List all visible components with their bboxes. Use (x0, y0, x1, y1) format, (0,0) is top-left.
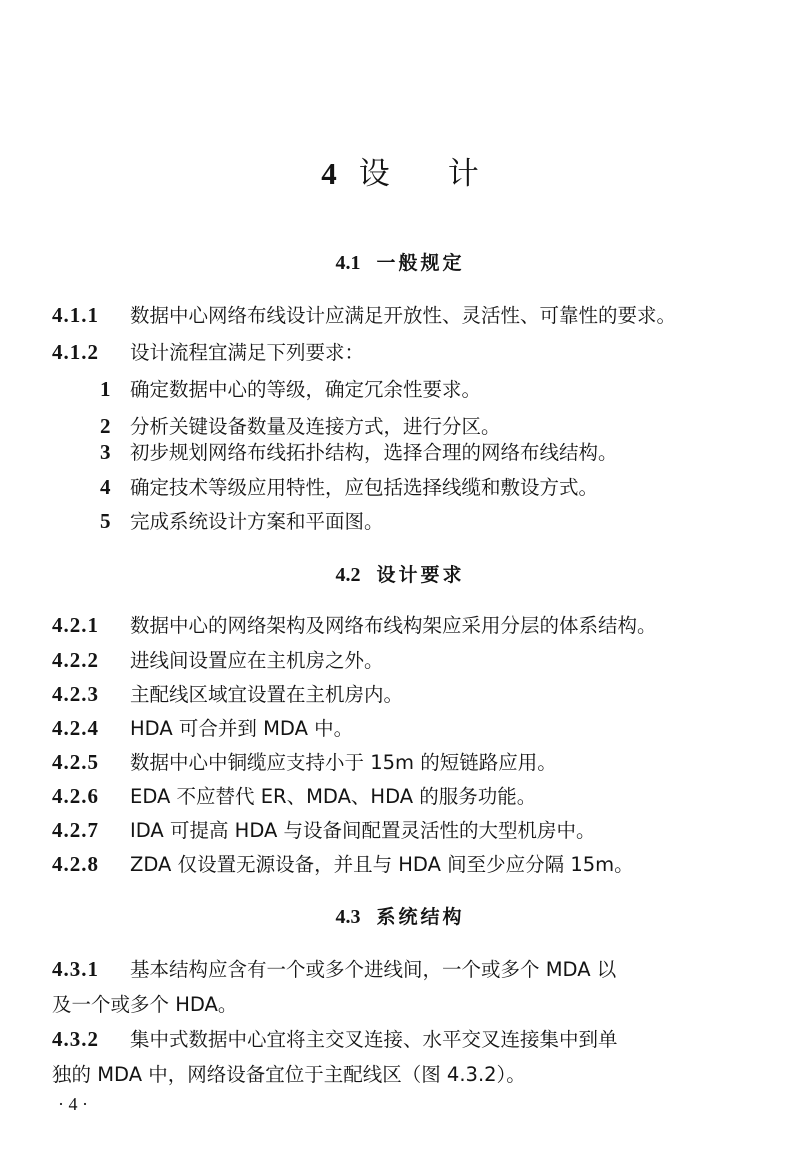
section-title-4-3 (0, 903, 800, 931)
list-item (100, 375, 481, 404)
clause-4-1-1 (52, 301, 676, 330)
clause-text: EDA 不应替代 ER、MDA、HDA 的服务功能。 (130, 785, 537, 808)
list-item (100, 438, 618, 467)
clause-text: 数据中心的网络架构及网络布线构架应采用分层的体系结构。 (130, 614, 657, 637)
clause-4-2-3 (52, 680, 403, 709)
list-item (100, 507, 384, 536)
clause-number: 4.1.2 (52, 340, 99, 364)
clause-4-2-2 (52, 646, 384, 675)
clause-number: 4.2.3 (52, 682, 99, 706)
list-item (100, 473, 598, 502)
item-number: 5 (100, 509, 111, 533)
clause-number: 4.2.7 (52, 818, 99, 842)
clause-4-3-1-continued (52, 990, 237, 1019)
clause-text: 设计流程宜满足下列要求： (130, 341, 365, 364)
clause-text: 数据中心网络布线设计应满足开放性、灵活性、可靠性的要求。 (130, 304, 677, 327)
list-item (100, 412, 501, 441)
chapter-number: 4 (321, 156, 337, 191)
clause-number: 4.3.1 (52, 957, 99, 981)
clause-number: 4.2.8 (52, 852, 99, 876)
clause-4-2-4 (52, 714, 353, 743)
clause-number: 4.3.2 (52, 1027, 99, 1051)
item-text: 完成系统设计方案和平面图。 (130, 510, 384, 533)
section-number: 4.1 (335, 252, 361, 274)
section-title-4-1 (0, 249, 800, 277)
item-text: 确定数据中心的等级，确定冗余性要求。 (130, 378, 482, 401)
section-title-text: 系统结构 (376, 906, 465, 928)
item-number: 2 (100, 414, 111, 438)
clause-text-line2: 独的 MDA 中，网络设备宜位于主配线区（图 4.3.2）。 (52, 1063, 526, 1086)
clause-text: HDA 可合并到 MDA 中。 (130, 717, 354, 740)
item-text: 分析关键设备数量及连接方式，进行分区。 (130, 415, 501, 438)
chapter-title-part1: 设 (358, 156, 390, 192)
clause-4-2-7 (52, 816, 596, 845)
clause-text: ZDA 仅设置无源设备，并且与 HDA 间至少应分隔 15m。 (130, 853, 634, 876)
clause-text-line2: 及一个或多个 HDA。 (52, 993, 238, 1016)
clause-4-2-1 (52, 611, 657, 640)
clause-4-3-1 (52, 955, 616, 984)
clause-number: 4.2.6 (52, 784, 99, 808)
chapter-title (0, 152, 800, 196)
clause-4-2-5 (52, 748, 557, 777)
clause-4-3-2-continued (52, 1060, 526, 1089)
section-title-text: 一般规定 (376, 252, 465, 274)
clause-text: 进线间设置应在主机房之外。 (130, 649, 384, 672)
item-number: 4 (100, 475, 111, 499)
clause-number: 4.2.4 (52, 716, 99, 740)
clause-4-2-6 (52, 782, 536, 811)
clause-text-line1: 集中式数据中心宜将主交叉连接、水平交叉连接集中到单 (130, 1028, 618, 1051)
clause-number: 4.2.1 (52, 613, 99, 637)
page-number: · 4 · (58, 1094, 88, 1114)
clause-text: 数据中心中铜缆应支持小于 15m 的短链路应用。 (130, 751, 557, 774)
clause-4-3-2 (52, 1025, 618, 1054)
clause-4-2-8 (52, 850, 634, 879)
section-number: 4.3 (335, 906, 361, 928)
clause-text-line1: 基本结构应含有一个或多个进线间，一个或多个 MDA 以 (130, 958, 617, 981)
clause-number: 4.1.1 (52, 303, 99, 327)
clause-number: 4.2.2 (52, 648, 99, 672)
item-number: 3 (100, 440, 111, 464)
clause-text: IDA 可提高 HDA 与设备间配置灵活性的大型机房中。 (130, 819, 596, 842)
section-number: 4.2 (335, 564, 361, 586)
clause-4-1-2 (52, 338, 364, 367)
item-number: 1 (100, 377, 111, 401)
item-text: 初步规划网络布线拓扑结构，选择合理的网络布线结构。 (130, 441, 618, 464)
clause-text: 主配线区域宜设置在主机房内。 (130, 683, 404, 706)
section-title-4-2 (0, 561, 800, 589)
section-title-text: 设计要求 (376, 564, 465, 586)
item-text: 确定技术等级应用特性，应包括选择线缆和敷设方式。 (130, 476, 599, 499)
clause-number: 4.2.5 (52, 750, 99, 774)
chapter-title-part2: 计 (447, 156, 479, 192)
